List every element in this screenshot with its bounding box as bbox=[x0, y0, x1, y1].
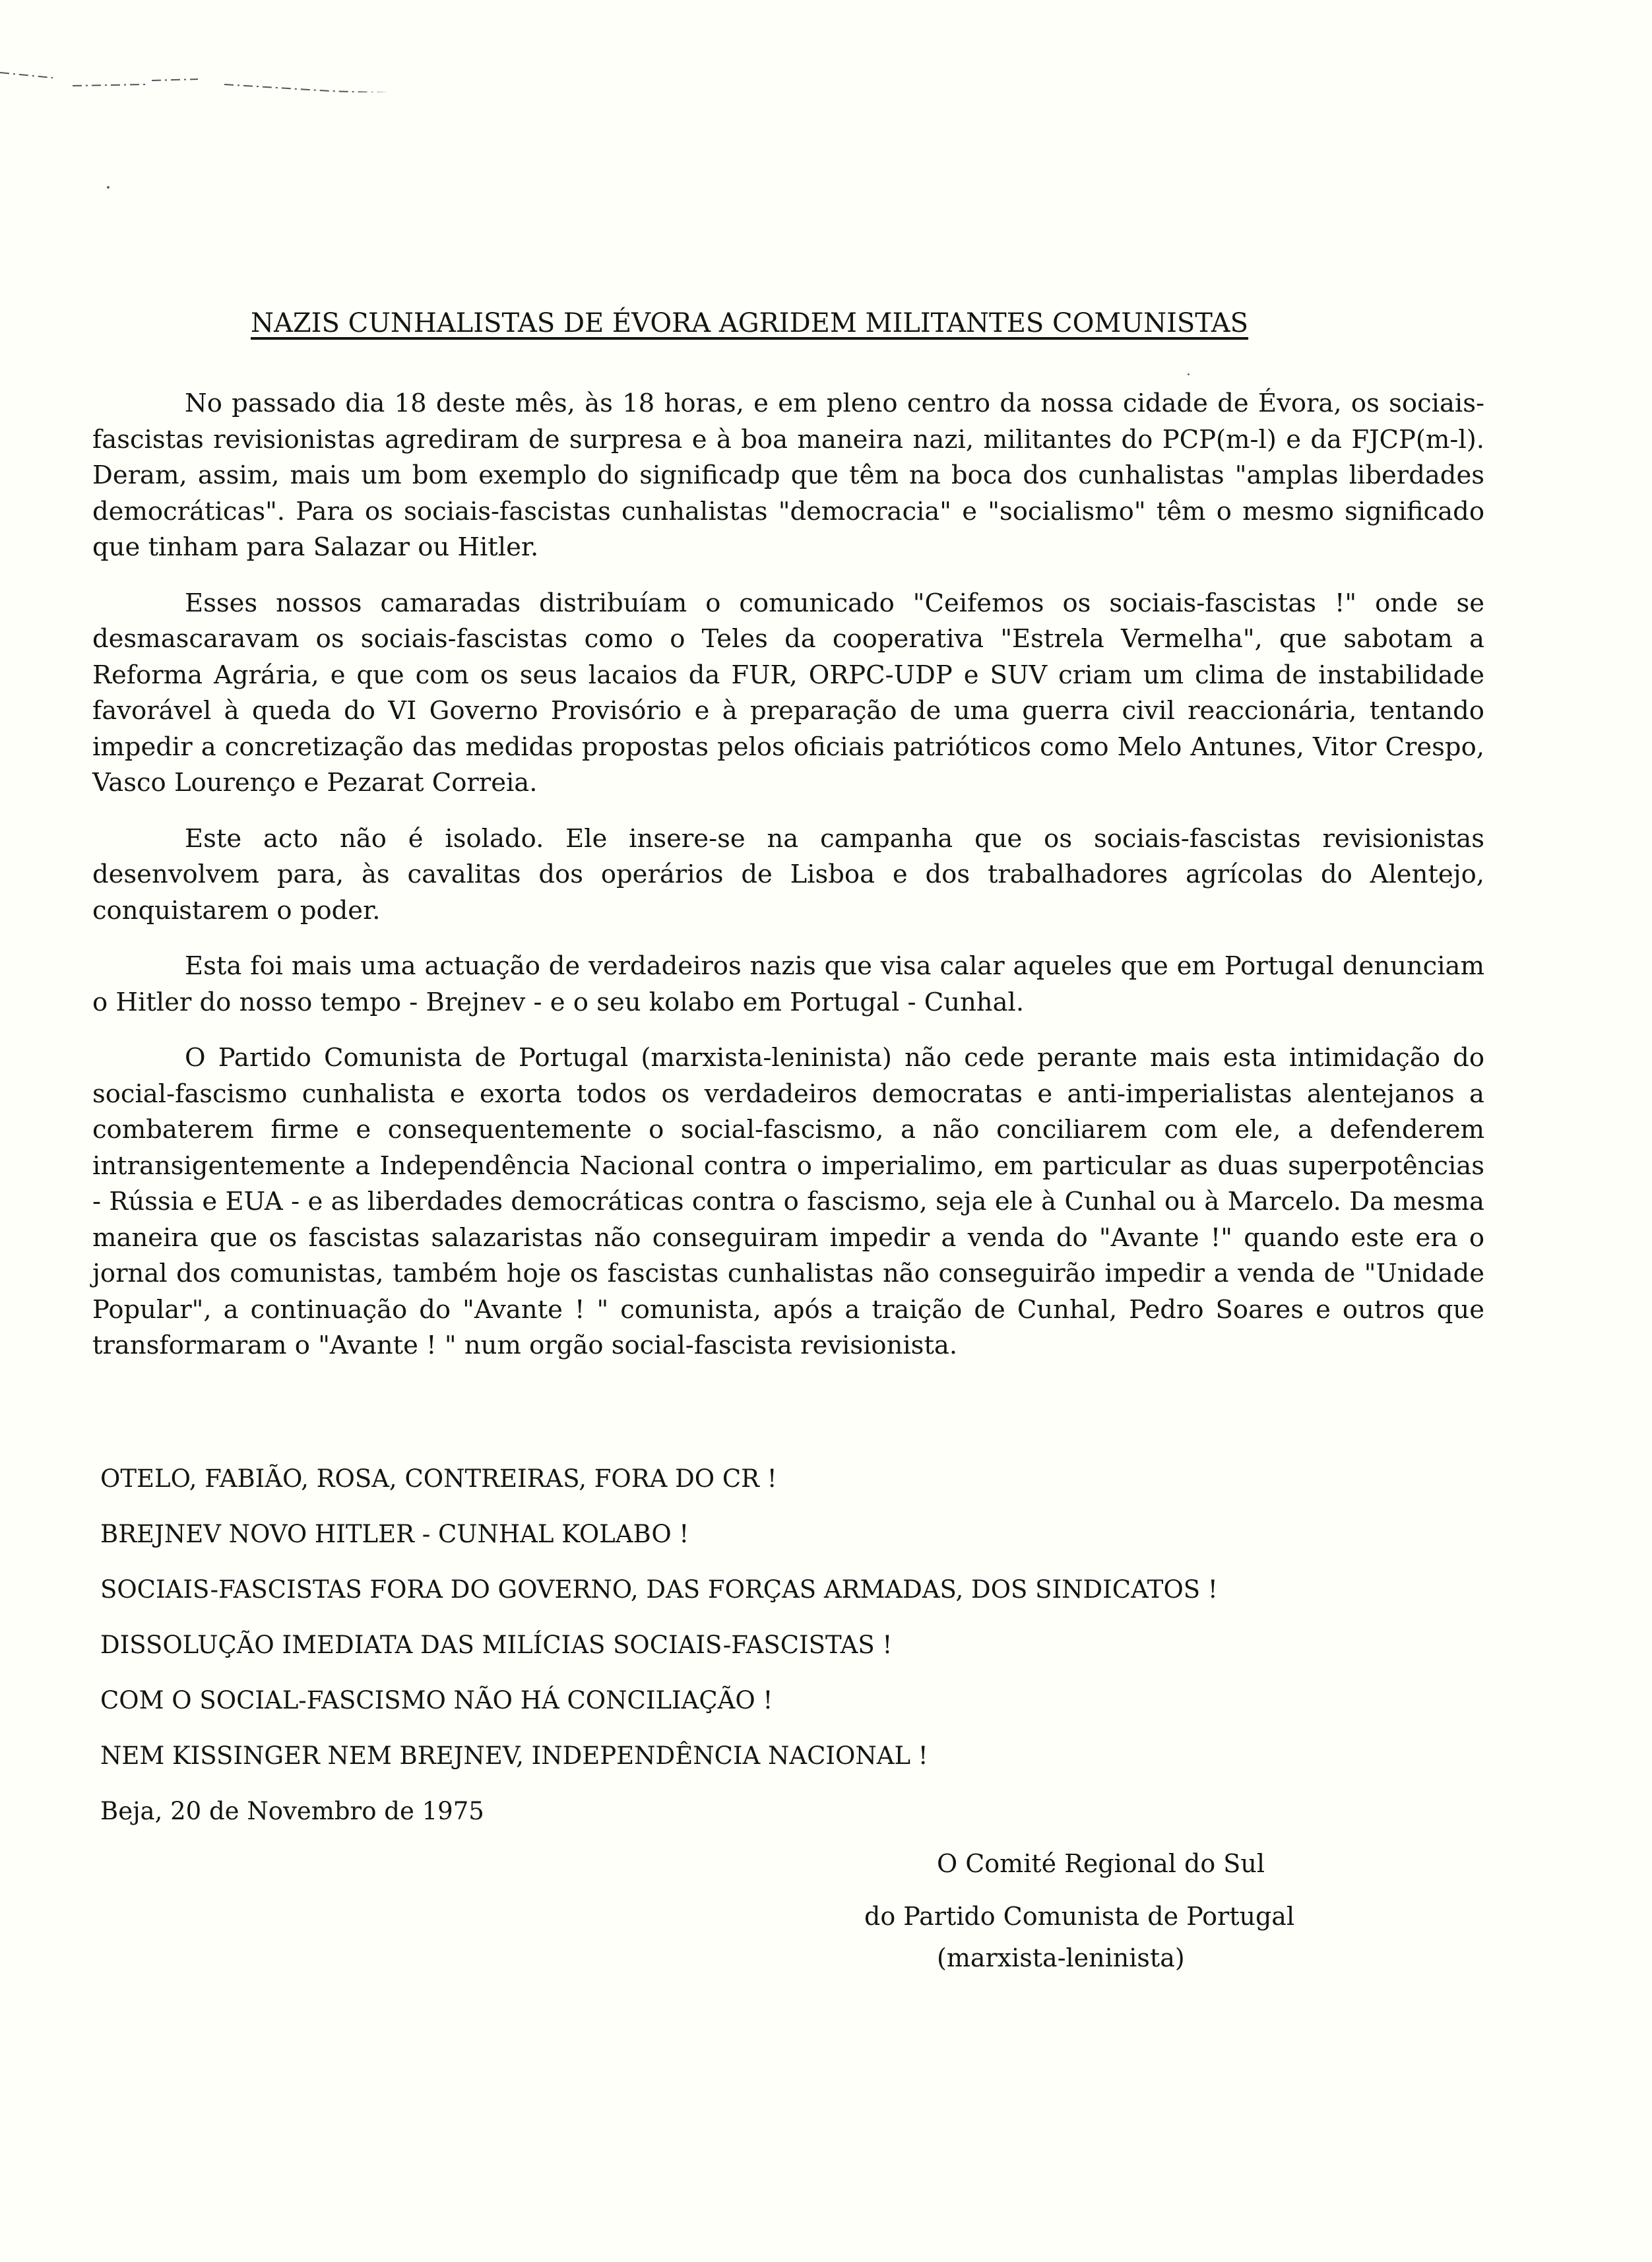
signature-line: do Partido Comunista de Portugal bbox=[864, 1902, 1295, 1931]
signature-line: O Comité Regional do Sul bbox=[937, 1849, 1265, 1878]
dateline: Beja, 20 de Novembro de 1975 bbox=[100, 1797, 484, 1825]
signature-line: (marxista-leninista) bbox=[937, 1943, 1185, 1972]
slogan: DISSOLUÇÃO IMEDIATA DAS MILÍCIAS SOCIAIS-FASCISTAS ! bbox=[100, 1631, 893, 1659]
scan-edge-artifact bbox=[0, 66, 515, 92]
paragraph: O Partido Comunista de Portugal (marxista-leninista) não cede perante mais esta intimidação do social-fascismo cunhalista e exorta todos os verdadeiros democratas e anti-imperialistas alentejanos a combaterem firme e consequentemente o social-fascismo, a não conciliarem com ele, a defenderem intransigentemente a Independência Nacional contra o imperialimo, em particular as duas superpotências - Rússia e EUA - e as liberdades democráticas contra o fascismo, seja ele à Cunhal ou à Marcelo. Da mesma maneira que os fascistas salazaristas não conseguiram impedir a venda do "Avante !" quando este era o jornal dos comunistas, também hoje os fascistas cunhalistas não conseguirão impedir a venda de "Unidade Popular", a continuação do "Avante ! " comunista, após a traição de Cunhal, Pedro Soares e outros que transformaram o "Avante ! " num orgão social-fascista revisionista. bbox=[92, 1043, 1484, 1360]
paragraph: Esta foi mais uma actuação de verdadeiros nazis que visa calar aqueles que em Portugal denunciam o Hitler do nosso tempo - Brejnev - e o seu kolabo em Portugal - Cunhal. bbox=[92, 951, 1484, 1017]
slogan: SOCIAIS-FASCISTAS FORA DO GOVERNO, DAS FORÇAS ARMADAS, DOS SINDICATOS ! bbox=[100, 1575, 1218, 1604]
slogan: COM O SOCIAL-FASCISMO NÃO HÁ CONCILIAÇÃO ! bbox=[100, 1686, 773, 1714]
slogan: NEM KISSINGER NEM BREJNEV, INDEPENDÊNCIA NACIONAL ! bbox=[100, 1742, 928, 1770]
scan-speck bbox=[1188, 373, 1190, 375]
paragraph: Este acto não é isolado. Ele insere-se na campanha que os sociais-fascistas revisionistas desenvolvem para, às cavalitas dos operários de Lisboa e dos trabalhadores agrícolas do Alentejo, conquistarem o poder. bbox=[92, 823, 1484, 926]
document-body bbox=[92, 386, 1484, 1384]
scan-speck bbox=[107, 186, 110, 189]
paragraph: No passado dia 18 deste mês, às 18 horas, e em pleno centro da nossa cidade de Évora, os sociais-fascistas revisionistas agrediram de surpresa e à boa maneira nazi, militantes do PCP(m-l) e da FJCP(m-l). Deram, assim, mais um bom exemplo do significadp que têm na boca dos cunhalistas "amplas liberdades democráticas". Para os sociais-fascistas cunhalistas "democracia" e "socialismo" têm o mesmo significado que tinham para Salazar ou Hitler. bbox=[92, 389, 1484, 562]
paragraph: Esses nossos camaradas distribuíam o comunicado "Ceifemos os sociais-fascistas !" onde se desmascaravam os sociais-fascistas como o Teles da cooperativa "Estrela Vermelha", que sabotam a Reforma Agrária, e que com os seus lacaios da FUR, ORPC-UDP e SUV criam um clima de instabilidade favorável à queda do VI Governo Provisório e à preparação de uma guerra civil reaccionária, tentando impedir a concretização das medidas propostas pelos oficiais patrióticos como Melo Antunes, Vitor Crespo, Vasco Lourenço e Pezarat Correia. bbox=[92, 588, 1484, 798]
slogan-list bbox=[100, 1451, 1218, 1839]
signature-block bbox=[864, 1837, 1294, 1973]
document-title: NAZIS CUNHALISTAS DE ÉVORA AGRIDEM MILITANTES COMUNISTAS bbox=[251, 307, 1249, 338]
slogan: BREJNEV NOVO HITLER - CUNHAL KOLABO ! bbox=[100, 1520, 689, 1548]
slogan: OTELO, FABIÃO, ROSA, CONTREIRAS, FORA DO CR ! bbox=[100, 1464, 777, 1493]
